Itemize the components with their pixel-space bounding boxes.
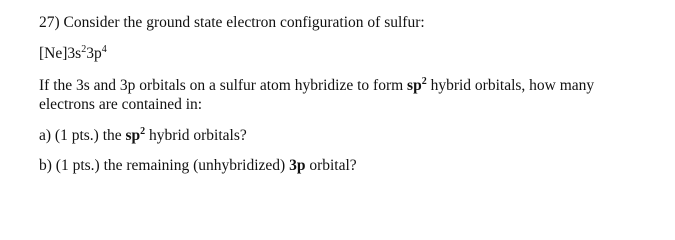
prompt-line-1 bbox=[39, 77, 594, 95]
part-b-orbital: 3p bbox=[289, 157, 306, 174]
electron-configuration bbox=[39, 45, 107, 63]
part-b bbox=[39, 157, 357, 175]
prompt-hybrid: $sp^2$ bbox=[407, 76, 427, 94]
prompt-text-1: If the 3s and 3p orbitals on a sulfur atom hybridize to form bbox=[39, 77, 408, 94]
part-a-hybrid: $sp^2$ bbox=[125, 126, 146, 144]
prompt-text-2: hybrid orbitals, how many bbox=[426, 77, 595, 94]
config-p: 3p bbox=[86, 45, 102, 62]
part-b-prefix: b) (1 pts.) the remaining (unhybridized) bbox=[39, 157, 290, 174]
part-a bbox=[39, 127, 247, 145]
question-heading: 27) Consider the ground state electron configuration of sulfur: bbox=[39, 14, 425, 31]
part-a-prefix: a) (1 pts.) the bbox=[39, 127, 126, 144]
part-b-suffix: orbital? bbox=[305, 157, 357, 174]
prompt-line-2: electrons are contained in: bbox=[39, 96, 203, 113]
config-p-exponent: 4 bbox=[101, 44, 107, 55]
part-a-suffix: hybrid orbitals? bbox=[145, 127, 247, 144]
config-core: [Ne]3s bbox=[39, 45, 82, 62]
config-s-exponent: 2 bbox=[81, 44, 87, 55]
